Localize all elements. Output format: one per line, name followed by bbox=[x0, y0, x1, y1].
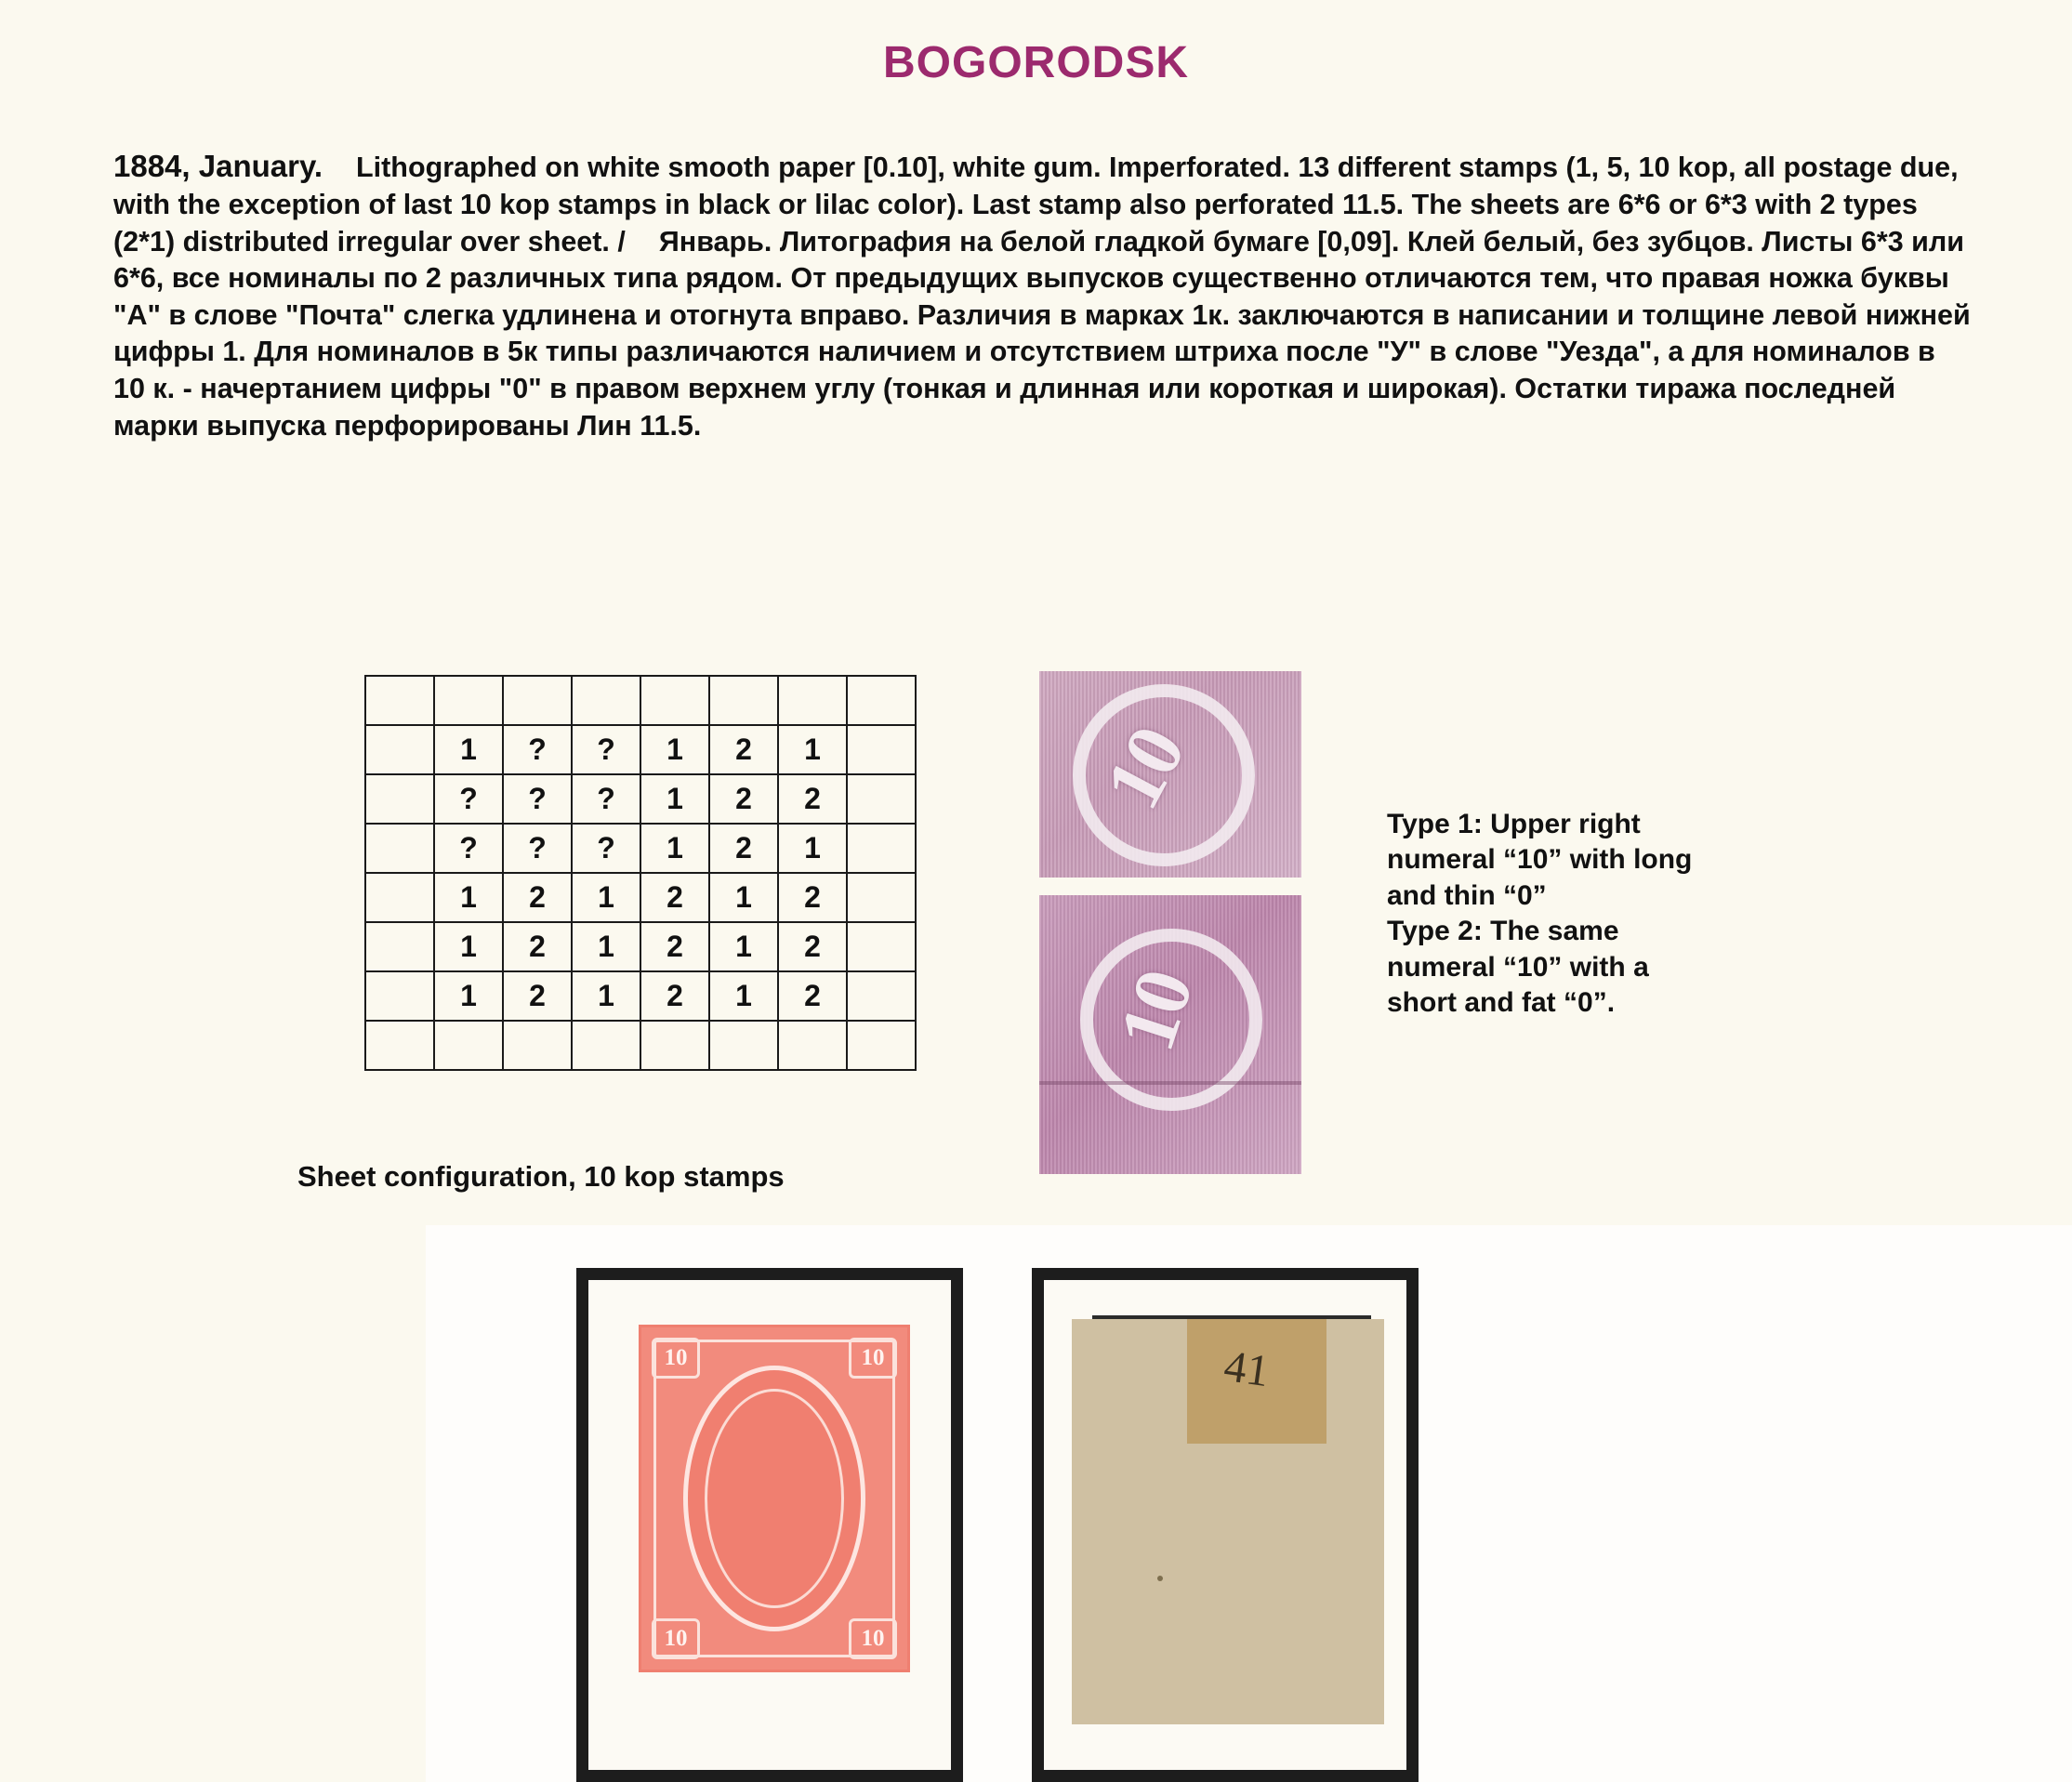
table-row bbox=[365, 971, 916, 1021]
grid-cell bbox=[847, 1021, 916, 1070]
stamp-corner-value-top-right: 10 bbox=[849, 1338, 897, 1379]
hinge-pencil-mark: 41 bbox=[1221, 1340, 1273, 1397]
grid-cell: ? bbox=[503, 824, 572, 873]
grid-cell: 1 bbox=[709, 922, 778, 971]
photo-mount bbox=[588, 1280, 951, 1770]
grid-cell: ? bbox=[572, 774, 640, 824]
grid-cell bbox=[778, 1021, 847, 1070]
stamp-back-photo bbox=[1032, 1268, 1419, 1782]
type-legend bbox=[1387, 807, 1824, 1021]
grid-cell bbox=[434, 676, 503, 725]
grid-cell: 1 bbox=[778, 725, 847, 774]
grid-cell: ? bbox=[434, 774, 503, 824]
grid-cell bbox=[709, 1021, 778, 1070]
grid-cell bbox=[365, 1021, 434, 1070]
grid-cell: 1 bbox=[572, 873, 640, 922]
type-legend-line-1: Type 1: Upper right bbox=[1387, 809, 1641, 839]
grid-cell bbox=[847, 676, 916, 725]
grid-cell bbox=[847, 824, 916, 873]
grid-cell: 2 bbox=[503, 971, 572, 1021]
stamp-detail-type2-image bbox=[1039, 895, 1301, 1174]
grid-cell: ? bbox=[572, 824, 640, 873]
grid-cell: 1 bbox=[640, 774, 709, 824]
grid-cell bbox=[572, 676, 640, 725]
grid-cell: 1 bbox=[434, 873, 503, 922]
table-row bbox=[365, 824, 916, 873]
sheet-configuration-grid bbox=[364, 675, 917, 1071]
page-title: BOGORODSK bbox=[882, 38, 1189, 87]
grid-cell: 2 bbox=[709, 824, 778, 873]
grid-cell bbox=[365, 774, 434, 824]
paper-speck bbox=[1157, 1576, 1163, 1581]
stamp-back-image bbox=[1072, 1319, 1384, 1724]
grid-cell: ? bbox=[434, 824, 503, 873]
grid-cell bbox=[572, 1021, 640, 1070]
grid-cell: 2 bbox=[709, 725, 778, 774]
photo-mount bbox=[1044, 1280, 1406, 1770]
table-row bbox=[365, 676, 916, 725]
stamp-inner-oval bbox=[705, 1389, 844, 1608]
grid-cell: ? bbox=[503, 774, 572, 824]
table-row bbox=[365, 725, 916, 774]
crease-line bbox=[1039, 1081, 1301, 1085]
stamp-center-oval bbox=[683, 1366, 865, 1631]
grid-cell bbox=[847, 922, 916, 971]
description-text-en: Lithographed on white smooth paper [0.10], white gum. Imperforated. 13 different stamps (1, 5, 10 kop, all postage due, with the exception of last 10 kop stamps in black or lilac color). Last stamp also perforated 11.5. The sheets are 6*6 or 6*3 with 2 types (2*1) distributed irregular over sheet. / bbox=[113, 152, 1959, 257]
grid-cell bbox=[847, 971, 916, 1021]
table-row bbox=[365, 774, 916, 824]
type-legend-line-5: numeral “10” with a bbox=[1387, 951, 1649, 983]
grid-cell: 2 bbox=[778, 774, 847, 824]
description-text-ru: Январь. Литография на белой гладкой бумаге [0,09]. Клей белый, без зубцов. Листы 6*3 или 6*6, все номиналы по 2 различных типа рядом. От предыдущих выпусков существенно отличаются тем, что правая ножка буквы "А" в слове "Почта" слегка удлинена и отогнута вправо. Различия в марках 1к. заключаются в написании и толщине левой нижней цифры 1. Для номиналов в 5к типы различаются наличием и отсутствием штриха после "У" в слове "Уезда", а для номиналов в 10 к. - начертанием цифры "0" в правом верхнем углу (тонкая и длинная или короткая и широкая). Остатки тиража последней марки выпуска перфорированы Лин 11.5. bbox=[113, 225, 1971, 442]
grid-cell bbox=[847, 873, 916, 922]
grid-cell bbox=[778, 676, 847, 725]
grid-cell bbox=[503, 1021, 572, 1070]
grid-cell bbox=[365, 676, 434, 725]
grid-cell: 1 bbox=[778, 824, 847, 873]
grid-cell bbox=[365, 873, 434, 922]
grid-cell bbox=[365, 971, 434, 1021]
grid-cell bbox=[365, 725, 434, 774]
grid-cell bbox=[709, 676, 778, 725]
grid-cell: 2 bbox=[778, 922, 847, 971]
type-legend-line-3: and thin “0” bbox=[1387, 879, 1547, 911]
type-legend-line-4: Type 2: The same bbox=[1387, 916, 1619, 947]
grid-cell: 2 bbox=[640, 922, 709, 971]
table-row bbox=[365, 922, 916, 971]
grid-cell bbox=[365, 922, 434, 971]
grid-cell: ? bbox=[572, 725, 640, 774]
stamp-corner-value-top-left: 10 bbox=[652, 1338, 700, 1379]
stamp-corner-value-bottom-right: 10 bbox=[849, 1618, 897, 1659]
grid-cell bbox=[434, 1021, 503, 1070]
sheet-configuration-caption: Sheet configuration, 10 kop stamps bbox=[297, 1160, 785, 1193]
grid-cell: 2 bbox=[503, 922, 572, 971]
grid-cell bbox=[365, 824, 434, 873]
stamp-front-photo bbox=[576, 1268, 963, 1782]
description-block bbox=[113, 147, 1973, 444]
grid-cell: 2 bbox=[709, 774, 778, 824]
grid-cell: 1 bbox=[640, 725, 709, 774]
table-row bbox=[365, 873, 916, 922]
grid-cell: 1 bbox=[434, 971, 503, 1021]
grid-cell bbox=[640, 676, 709, 725]
grid-cell: 1 bbox=[434, 922, 503, 971]
grid-cell bbox=[503, 676, 572, 725]
grid-cell: 1 bbox=[572, 922, 640, 971]
grid-cell: 1 bbox=[434, 725, 503, 774]
grid-cell: 2 bbox=[778, 971, 847, 1021]
grid-cell: 2 bbox=[640, 873, 709, 922]
stamp-corner-value-bottom-left: 10 bbox=[652, 1618, 700, 1659]
description-lead: 1884, January. bbox=[113, 149, 323, 183]
grid-cell: 2 bbox=[503, 873, 572, 922]
grid-cell: 1 bbox=[572, 971, 640, 1021]
grid-cell: 2 bbox=[778, 873, 847, 922]
grid-cell: 1 bbox=[709, 873, 778, 922]
grid-cell bbox=[847, 774, 916, 824]
grid-cell bbox=[640, 1021, 709, 1070]
numeral-ten-type2: 10 bbox=[1101, 960, 1210, 1061]
stamp-front-image bbox=[639, 1325, 910, 1672]
type-legend-line-6: short and fat “0”. bbox=[1387, 986, 1616, 1018]
table-row bbox=[365, 1021, 916, 1070]
grid-cell: 1 bbox=[709, 971, 778, 1021]
type-legend-line-2: numeral “10” with long bbox=[1387, 844, 1693, 876]
stamp-hinge bbox=[1187, 1319, 1326, 1444]
grid-cell: ? bbox=[503, 725, 572, 774]
grid-cell: 2 bbox=[640, 971, 709, 1021]
stamp-detail-type1-image bbox=[1039, 671, 1301, 878]
numeral-ten-type1: 10 bbox=[1087, 713, 1202, 823]
grid-cell bbox=[847, 725, 916, 774]
grid-cell: 1 bbox=[640, 824, 709, 873]
